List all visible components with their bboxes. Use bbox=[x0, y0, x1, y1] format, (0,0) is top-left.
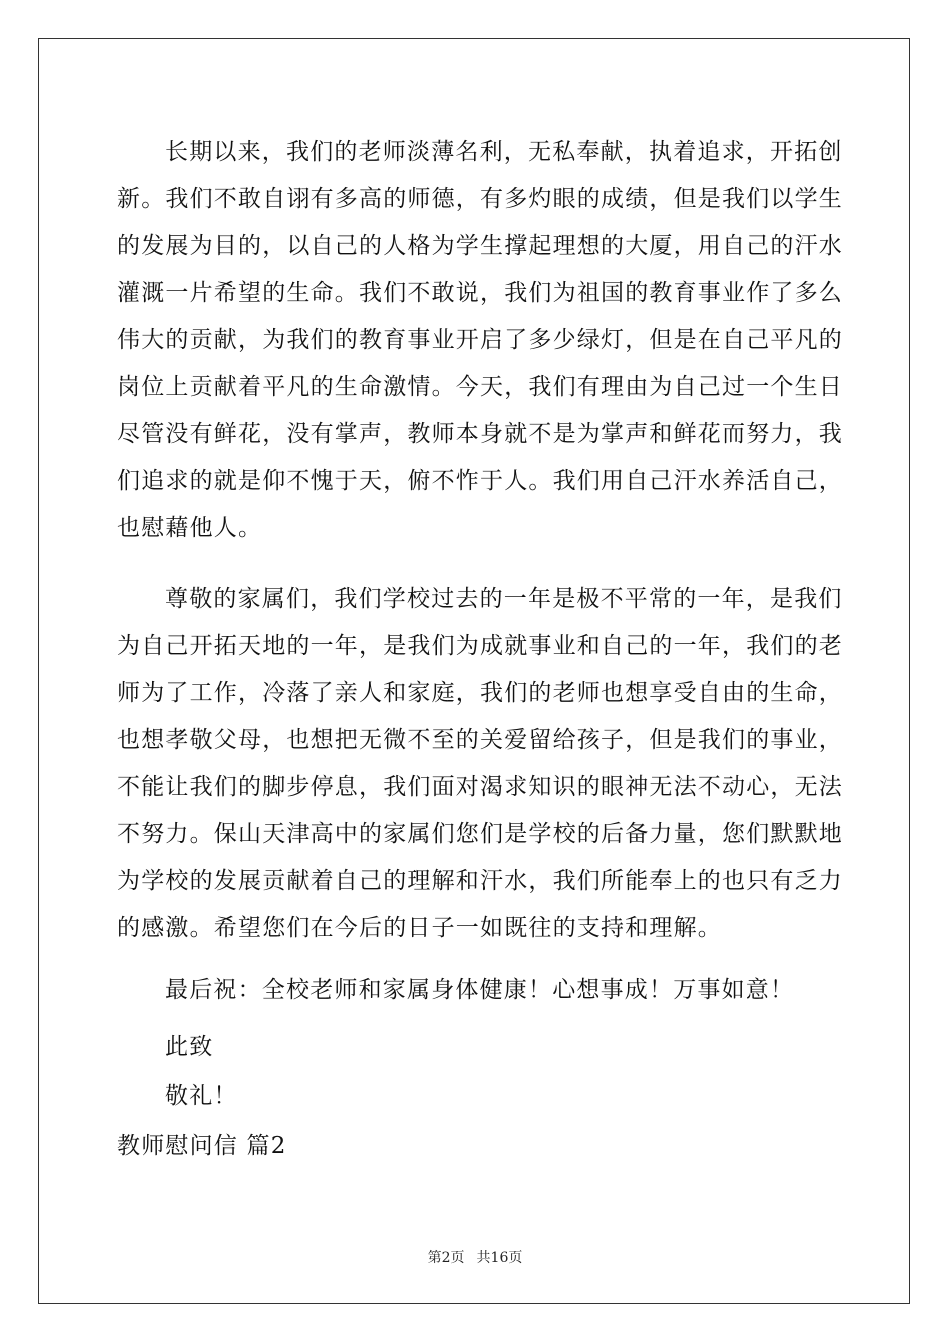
closing-salute: 敬礼！ bbox=[165, 1083, 238, 1109]
paragraph1-line: 的发展为目的，以自己的人格为学生撑起理想的大厦，用自己的汗水 bbox=[117, 233, 843, 259]
total-pages: 共16页 bbox=[476, 1250, 523, 1266]
paragraph1-line: 岗位上贡献着平凡的生命激情。今天，我们有理由为自己过一个生日 bbox=[117, 374, 843, 400]
paragraph1-line: 尽管没有鲜花，没有掌声，教师本身就不是为掌声和鲜花而努力，我 bbox=[117, 421, 843, 447]
closing-greeting: 此致 bbox=[165, 1034, 214, 1060]
paragraph1-line: 也慰藉他人。 bbox=[117, 515, 263, 541]
paragraph1-line: 伟大的贡献，为我们的教育事业开启了多少绿灯，但是在自己平凡的 bbox=[117, 327, 843, 353]
paragraph2-line: 为自己开拓天地的一年，是我们为成就事业和自己的一年，我们的老 bbox=[117, 633, 843, 659]
paragraph2-line: 也想孝敬父母，也想把无微不至的关爱留给孩子，但是我们的事业， bbox=[117, 727, 843, 753]
paragraph1-line: 长期以来，我们的老师淡薄名利，无私奉献，执着追求，开拓创 bbox=[165, 139, 843, 165]
paragraph1-line: 新。我们不敢自诩有多高的师德，有多灼眼的成绩，但是我们以学生 bbox=[117, 186, 843, 212]
page-number: 第2页 bbox=[427, 1250, 465, 1266]
paragraph2-line: 为学校的发展贡献着自己的理解和汗水，我们所能奉上的也只有乏力 bbox=[117, 868, 843, 894]
wishes-line: 最后祝：全校老师和家属身体健康！心想事成！万事如意！ bbox=[165, 977, 795, 1003]
paragraph2-line: 师为了工作，冷落了亲人和家庭，我们的老师也想享受自由的生命， bbox=[117, 680, 843, 706]
paragraph2-line: 不能让我们的脚步停息，我们面对渴求知识的眼神无法不动心，无法 bbox=[117, 774, 843, 800]
page-border bbox=[38, 38, 910, 1304]
paragraph2-line: 尊敬的家属们，我们学校过去的一年是极不平常的一年，是我们 bbox=[165, 586, 843, 612]
paragraph1-line: 灌溉一片希望的生命。我们不敢说，我们为祖国的教育事业作了多么 bbox=[117, 280, 843, 306]
paragraph2-line: 不努力。保山天津高中的家属们您们是学校的后备力量，您们默默地 bbox=[117, 821, 843, 847]
paragraph2-line: 的感激。希望您们在今后的日子一如既往的支持和理解。 bbox=[117, 915, 722, 941]
paragraph1-line: 们追求的就是仰不愧于天，俯不怍于人。我们用自己汗水养活自己， bbox=[117, 468, 843, 494]
section-heading: 教师慰问信 篇2 bbox=[117, 1133, 287, 1159]
page-footer bbox=[0, 1247, 950, 1267]
